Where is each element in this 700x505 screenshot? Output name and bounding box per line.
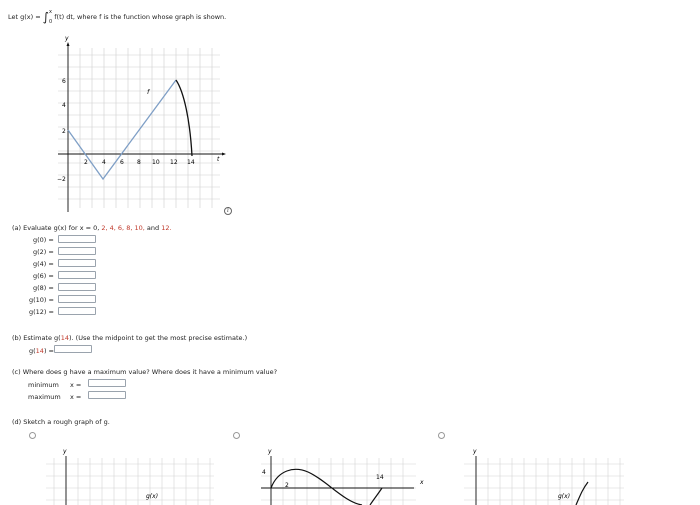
curve-label-f: f (147, 88, 150, 96)
sketch-2-tick-4: 4 (262, 469, 266, 476)
y-tick: 2 (62, 128, 66, 135)
x-tick: 8 (137, 159, 141, 166)
integral-upper-limit: x (49, 8, 52, 15)
y-axis-label: y (65, 35, 69, 42)
minimum-input[interactable] (88, 379, 126, 387)
g8-label: g(8) = (33, 284, 54, 292)
graph-grid (58, 48, 220, 208)
part-c-heading: (c) Where does g have a maximum value? Where does it have a minimum value? (12, 368, 278, 376)
f-curved-segment (176, 80, 192, 156)
sketch-2-tick-2: 2 (285, 482, 289, 489)
sketch-1-y-label: y (63, 448, 67, 455)
integral-lower-limit: 0 (49, 19, 53, 26)
x-tick: 14 (187, 159, 195, 166)
x-tick: 10 (152, 159, 160, 166)
g6-input[interactable] (58, 271, 96, 279)
x-tick: 2 (84, 159, 88, 166)
sketch-1-curve-label: g(x) (146, 493, 159, 500)
intro-integrand: f(t) dt, where f is the function whose graph is shown. (54, 13, 227, 21)
g14-label: g(14) = (29, 347, 55, 355)
g2-input[interactable] (58, 247, 96, 255)
g12-label: g(12) = (29, 308, 54, 316)
x-tick: 6 (120, 159, 124, 166)
x-tick: 12 (170, 159, 178, 166)
sketch-3-curve (576, 482, 588, 505)
part-a-heading: (a) Evaluate g(x) for x = 0, 2, 4, 6, 8, 10, and 12. (12, 224, 172, 232)
maximum-label: maximum (28, 393, 61, 401)
sketch-2-y-label: y (268, 448, 272, 455)
x-tick: 4 (102, 159, 106, 166)
g0-input[interactable] (58, 235, 96, 243)
g10-label: g(10) = (29, 296, 54, 304)
y-tick: 4 (62, 102, 66, 109)
intro-prefix: Let g(x) = (8, 13, 41, 21)
y-tick: −2 (57, 176, 66, 183)
sketch-option-1 (46, 444, 216, 505)
minimum-x-label: x = (70, 381, 82, 389)
y-tick: 6 (62, 78, 66, 85)
g8-input[interactable] (58, 283, 96, 291)
part-d-heading: (d) Sketch a rough graph of g. (12, 418, 110, 426)
g10-input[interactable] (58, 295, 96, 303)
x-axis-arrow (222, 153, 226, 156)
maximum-x-label: x = (70, 393, 82, 401)
info-icon[interactable]: i (224, 207, 232, 215)
f-graph (50, 30, 240, 220)
integral-sign: ∫ (42, 10, 50, 24)
sketch-3-y-label: y (473, 448, 477, 455)
maximum-input[interactable] (88, 391, 126, 399)
g14-input[interactable] (54, 345, 92, 353)
g2-label: g(2) = (33, 248, 54, 256)
sketch-option-2 (256, 444, 436, 505)
sketch-2-tick-14: 14 (376, 474, 384, 481)
sketch-2-x-label: x (420, 479, 424, 486)
sketch-3-curve-label: g(x) (558, 493, 571, 500)
minimum-label: minimum (28, 381, 59, 389)
sketch-option-2-radio[interactable] (233, 432, 240, 439)
part-b-heading: (b) Estimate g(14). (Use the midpoint to get the most precise estimate.) (12, 334, 248, 342)
problem-statement (8, 8, 227, 26)
x-axis-label: t (217, 156, 220, 163)
g4-label: g(4) = (33, 260, 54, 268)
g6-label: g(6) = (33, 272, 54, 280)
sketch-option-3 (464, 444, 634, 505)
sketch-option-3-radio[interactable] (438, 432, 445, 439)
g4-input[interactable] (58, 259, 96, 267)
sketch-option-1-radio[interactable] (29, 432, 36, 439)
y-axis-arrow (67, 42, 70, 46)
g0-label: g(0) = (33, 236, 54, 244)
g12-input[interactable] (58, 307, 96, 315)
